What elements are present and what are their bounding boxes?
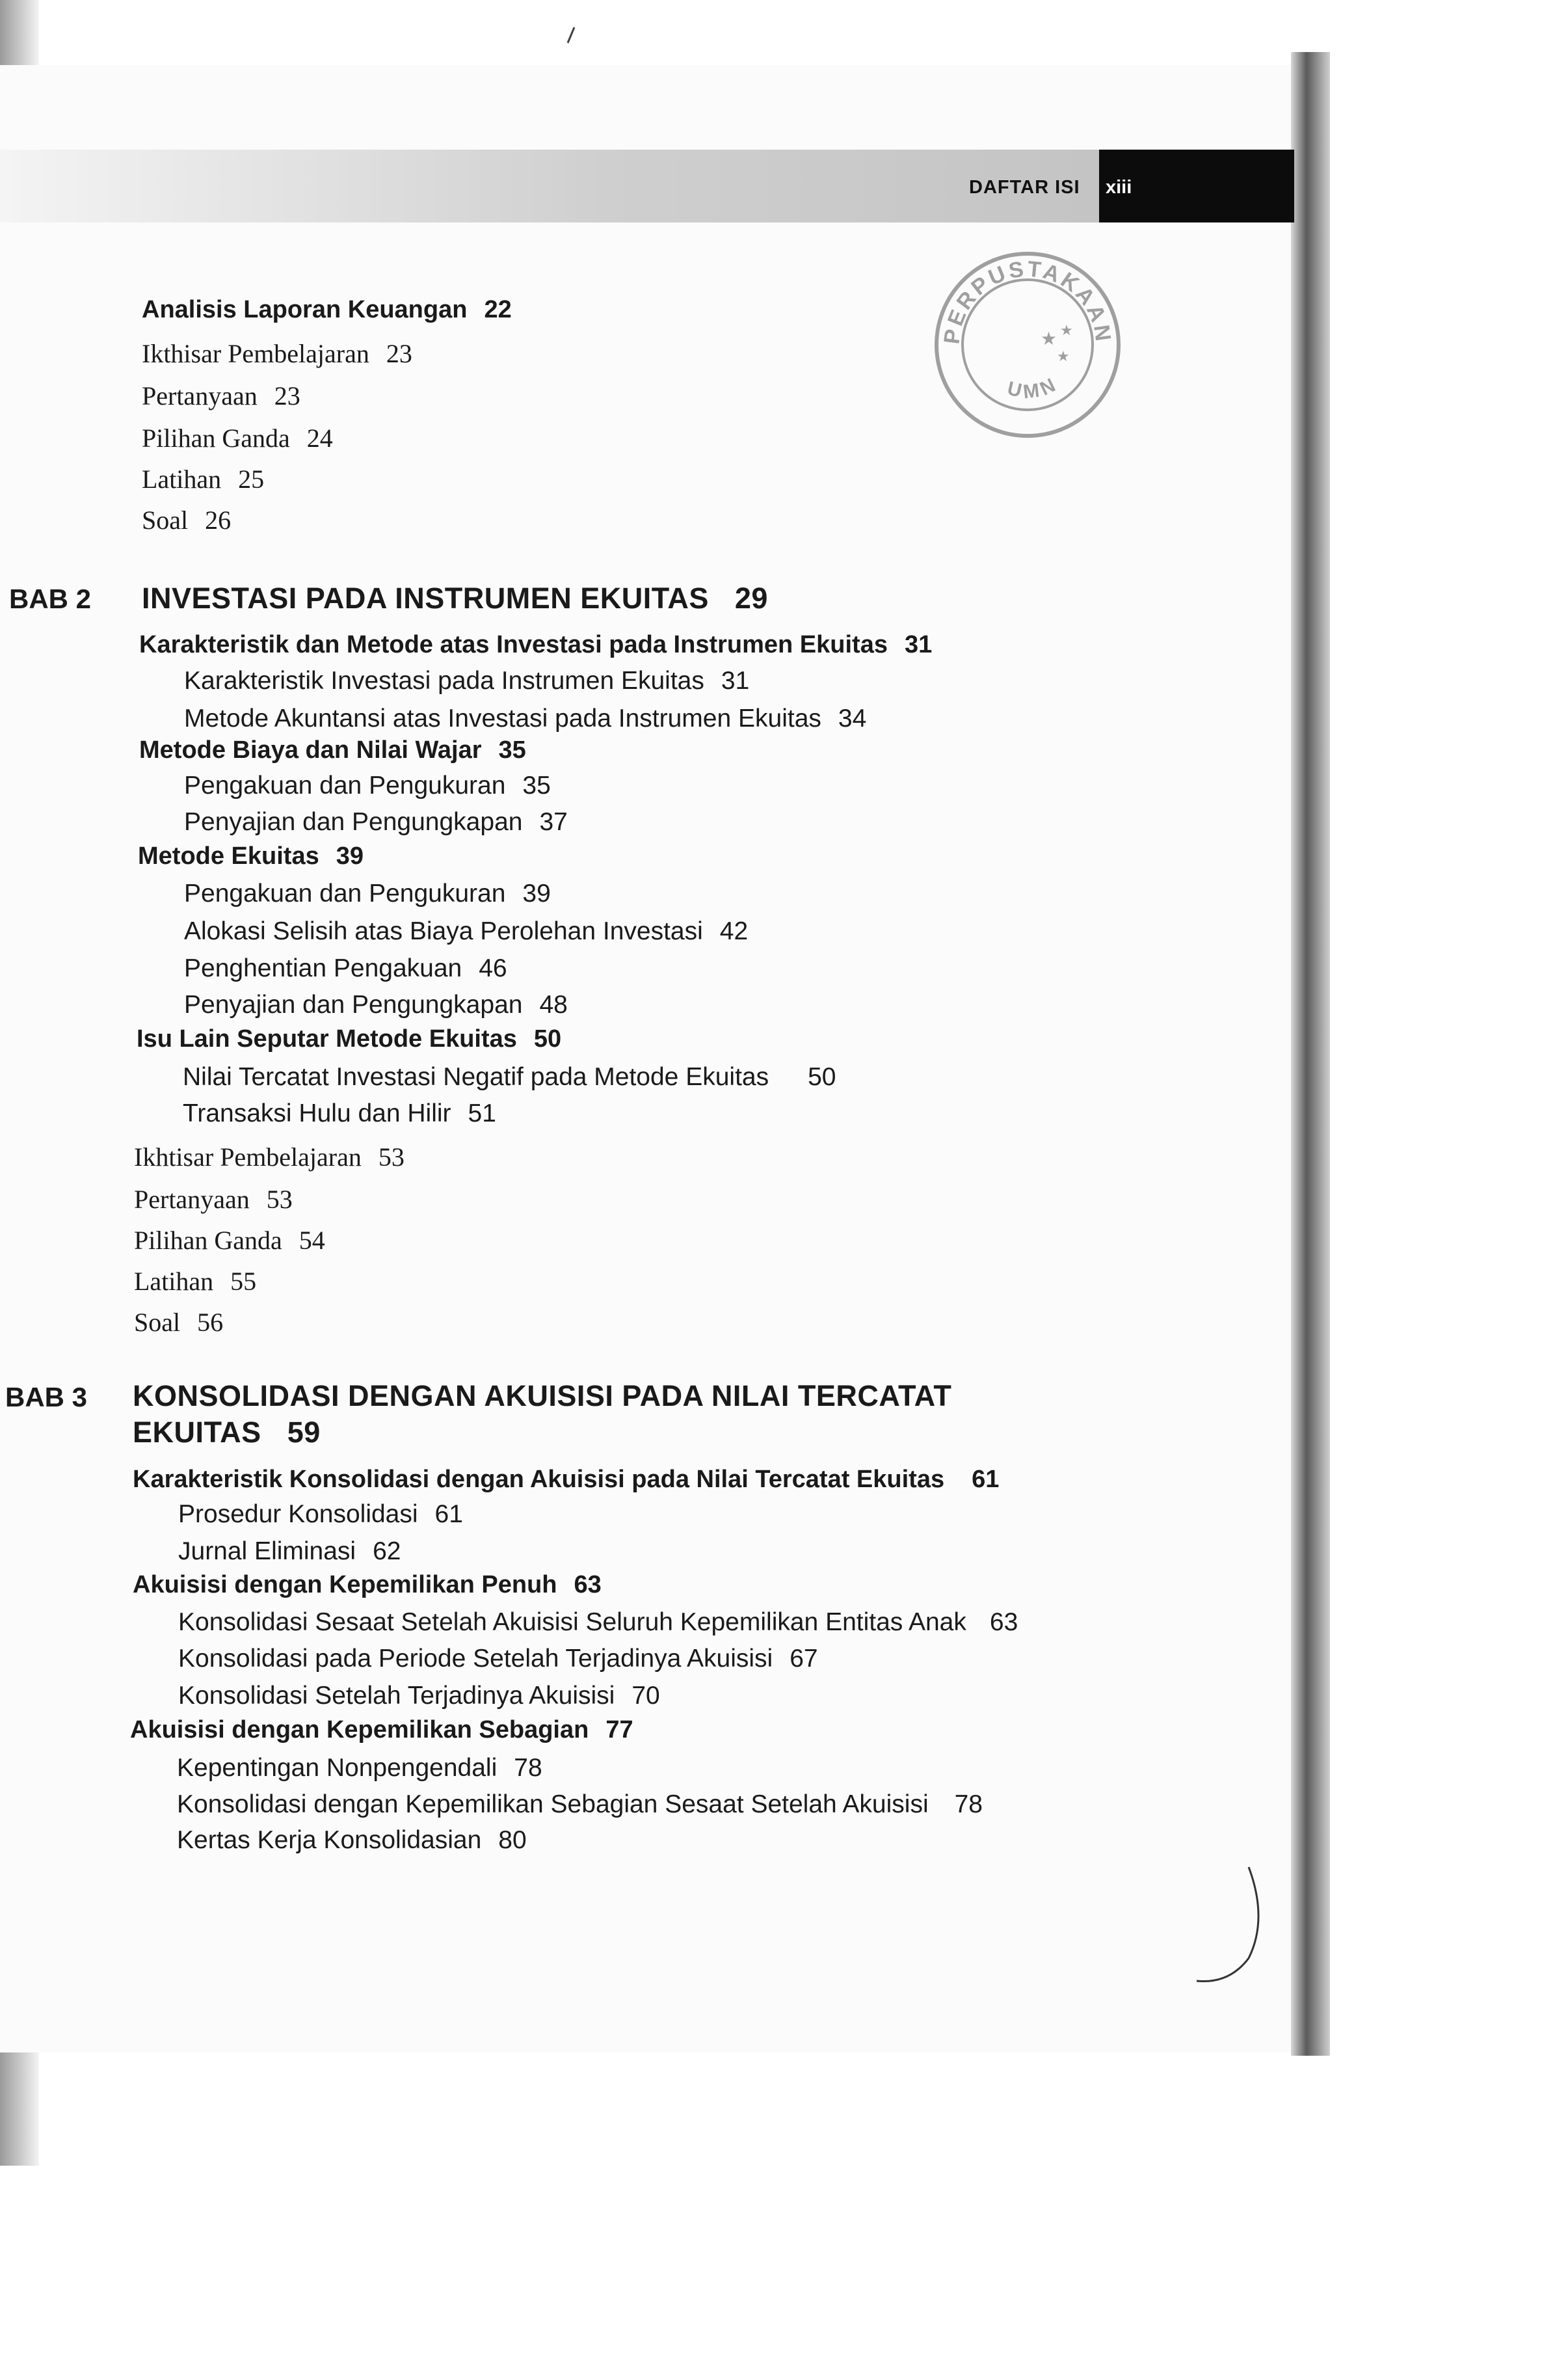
library-stamp <box>930 247 1125 442</box>
toc-entry-page: 54 <box>299 1226 325 1255</box>
toc-entry[interactable] <box>178 1682 660 1710</box>
toc-entry[interactable] <box>133 1466 999 1494</box>
toc-entry-page: 35 <box>498 736 526 764</box>
star-icon: ★ <box>1060 323 1073 339</box>
toc-entry-title: Isu Lain Seputar Metode Ekuitas <box>137 1025 517 1053</box>
toc-entry-title: Konsolidasi pada Periode Setelah Terjadinya Akuisisi <box>178 1645 773 1673</box>
toc-entry-page: 67 <box>790 1645 818 1673</box>
toc-entry-page: 53 <box>378 1142 405 1172</box>
toc-entry-page: 56 <box>197 1308 224 1337</box>
toc-entry[interactable] <box>134 1184 293 1215</box>
toc-entry[interactable] <box>133 1571 602 1599</box>
toc-entry[interactable] <box>184 705 866 733</box>
toc-entry-title: Nilai Tercatat Investasi Negatif pada Metode Ekuitas <box>183 1063 769 1091</box>
toc-entry[interactable] <box>184 667 749 695</box>
toc-entry-page: 25 <box>238 464 265 494</box>
stamp-top-text: PERPUSTAKAAN <box>939 256 1116 346</box>
toc-entry[interactable] <box>142 381 300 411</box>
toc-entry-page: 35 <box>522 772 551 800</box>
chapter-title[interactable] <box>133 1379 951 1413</box>
toc-entry-page: 46 <box>479 954 507 982</box>
toc-entry-title: Kepentingan Nonpengendali <box>177 1754 498 1782</box>
toc-entry-page: 31 <box>904 631 933 658</box>
chapter-title[interactable] <box>142 582 768 615</box>
toc-entry[interactable] <box>139 736 526 764</box>
chapter-title-text: KONSOLIDASI DENGAN AKUISISI PADA NILAI TERCATAT <box>133 1379 952 1412</box>
toc-entry[interactable] <box>183 1099 496 1128</box>
toc-entry-page: 61 <box>434 1500 463 1528</box>
toc-entry-title: Transaksi Hulu dan Hilir <box>183 1099 451 1127</box>
toc-entry-page: 80 <box>498 1826 527 1854</box>
chapter-page: 29 <box>734 582 768 615</box>
toc-entry-page: 62 <box>373 1537 401 1565</box>
crescent-icon <box>998 309 1034 381</box>
toc-entry-page: 24 <box>306 424 333 453</box>
toc-entry[interactable] <box>138 842 364 870</box>
chapter-title-text: EKUITAS <box>133 1416 261 1449</box>
toc-entry-page: 34 <box>838 705 867 733</box>
toc-entry-title: Karakteristik dan Metode atas Investasi pada Instrumen Ekuitas <box>139 631 888 658</box>
pencil-mark <box>1184 2264 1190 2270</box>
toc-entry-title: Karakteristik Konsolidasi dengan Akuisisi pada Nilai Tercatat Ekuitas <box>133 1466 945 1493</box>
toc-entry-title: Metode Ekuitas <box>138 842 319 870</box>
toc-entry-title: Metode Akuntansi atas Investasi pada Instrumen Ekuitas <box>184 705 821 733</box>
toc-entry-page: 53 <box>266 1185 293 1214</box>
toc-entry[interactable] <box>184 880 551 908</box>
chapter-title[interactable] <box>133 1416 321 1449</box>
svg-text:PERPUSTAKAAN <box>939 256 1115 345</box>
toc-entry-title: Latihan <box>134 1267 214 1296</box>
toc-entry-page: 39 <box>336 842 364 870</box>
chapter-label: BAB 3 <box>5 1382 88 1412</box>
toc-entry[interactable] <box>134 1142 405 1172</box>
toc-entry[interactable] <box>142 505 231 535</box>
toc-entry-page: 50 <box>808 1063 836 1091</box>
toc-entry-title: Ikhtisar Pembelajaran <box>134 1142 362 1172</box>
toc-entry[interactable] <box>137 1025 561 1053</box>
toc-entry-title: Penyajian dan Pengungkapan <box>184 808 523 836</box>
toc-entry-title: Penghentian Pengakuan <box>184 954 462 982</box>
toc-entry-page: 63 <box>574 1571 602 1598</box>
toc-entry-page: 48 <box>539 991 568 1019</box>
toc-entry[interactable] <box>184 808 568 837</box>
svg-text:UMN <box>1005 373 1063 403</box>
toc-entry-title: Konsolidasi Sesaat Setelah Akuisisi Seluruh Kepemilikan Entitas Anak <box>178 1608 966 1636</box>
toc-entry-page: 42 <box>719 917 749 945</box>
star-icon: ★ <box>1057 349 1070 365</box>
toc-entry[interactable] <box>178 1645 818 1673</box>
toc-entry-title: Konsolidasi Setelah Terjadinya Akuisisi <box>178 1682 615 1710</box>
toc-entry-page: 55 <box>230 1267 257 1296</box>
running-header-band <box>0 150 1099 222</box>
toc-entry-title: Metode Biaya dan Nilai Wajar <box>139 736 482 764</box>
toc-entry[interactable] <box>184 991 568 1019</box>
toc-entry-page: 51 <box>468 1099 496 1127</box>
chapter-title-text: INVESTASI PADA INSTRUMEN EKUITAS <box>142 582 709 615</box>
toc-entry[interactable] <box>177 1754 542 1783</box>
toc-entry-title: Ikthisar Pembelajaran <box>142 339 369 368</box>
toc-entry-title: Pilihan Ganda <box>142 424 290 453</box>
page-number: xiii <box>1106 177 1132 198</box>
toc-entry[interactable] <box>184 954 507 983</box>
toc-entry-title: Prosedur Konsolidasi <box>178 1500 418 1528</box>
toc-entry[interactable] <box>178 1608 1018 1637</box>
toc-entry[interactable] <box>183 1063 836 1092</box>
toc-entry[interactable] <box>142 296 512 324</box>
toc-entry[interactable] <box>142 423 333 453</box>
toc-entry-page: 22 <box>484 296 512 323</box>
toc-entry[interactable] <box>184 772 551 800</box>
toc-entry-page: 63 <box>989 1608 1018 1636</box>
toc-entry-title: Pertanyaan <box>134 1185 250 1214</box>
toc-entry[interactable] <box>178 1537 401 1566</box>
toc-entry[interactable] <box>177 1826 527 1855</box>
pencil-mark <box>565 26 578 46</box>
toc-entry-page: 61 <box>972 1466 1000 1493</box>
toc-entry-page: 78 <box>514 1754 542 1782</box>
page-edge <box>1291 52 1330 2056</box>
toc-entry-title: Karakteristik Investasi pada Instrumen Ekuitas <box>184 667 704 695</box>
toc-entry-title: Analisis Laporan Keuangan <box>142 296 468 323</box>
toc-entry-title: Pengakuan dan Pengukuran <box>184 880 506 908</box>
chapter-label: BAB 2 <box>9 584 92 614</box>
toc-entry-title: Penyajian dan Pengungkapan <box>184 991 523 1019</box>
toc-entry[interactable] <box>134 1225 325 1256</box>
toc-entry-page: 78 <box>954 1790 983 1818</box>
toc-entry-title: Jurnal Eliminasi <box>178 1537 356 1565</box>
toc-entry[interactable] <box>139 631 932 659</box>
pencil-mark <box>1190 1861 1268 1991</box>
toc-entry[interactable] <box>134 1307 223 1338</box>
toc-entry[interactable] <box>178 1500 463 1529</box>
toc-entry[interactable] <box>130 1716 633 1744</box>
toc-entry-page: 23 <box>386 339 412 368</box>
toc-entry-title: Konsolidasi dengan Kepemilikan Sebagian Sesaat Setelah Akuisisi <box>177 1790 929 1818</box>
toc-entry-title: Akuisisi dengan Kepemilikan Sebagian <box>130 1716 589 1743</box>
toc-entry[interactable] <box>184 917 748 946</box>
toc-entry[interactable] <box>134 1266 256 1297</box>
toc-entry-title: Kertas Kerja Konsolidasian <box>177 1826 482 1854</box>
toc-entry-title: Latihan <box>142 464 222 494</box>
toc-entry-title: Soal <box>134 1308 181 1337</box>
chapter-page: 59 <box>287 1416 321 1449</box>
toc-entry-title: Pertanyaan <box>142 381 258 410</box>
toc-entry-page: 31 <box>721 667 750 695</box>
toc-entry[interactable] <box>142 338 412 369</box>
toc-entry-title: Akuisisi dengan Kepemilikan Penuh <box>133 1571 557 1598</box>
pencil-mark <box>1145 2264 1151 2270</box>
toc-entry-page: 39 <box>522 880 551 908</box>
pencil-mark <box>1197 2264 1249 2368</box>
running-header-title: DAFTAR ISI <box>969 177 1080 198</box>
toc-entry-page: 23 <box>274 381 300 410</box>
toc-entry-page: 37 <box>539 808 568 836</box>
toc-entry[interactable] <box>177 1790 983 1819</box>
toc-entry-title: Soal <box>142 505 189 535</box>
star-icon: ★ <box>1041 328 1057 349</box>
toc-entry-page: 26 <box>205 505 232 535</box>
toc-entry-page: 50 <box>533 1025 562 1053</box>
stamp-bottom-text: UMN <box>1005 372 1063 403</box>
toc-entry[interactable] <box>142 464 264 494</box>
toc-entry-title: Pengakuan dan Pengukuran <box>184 772 506 800</box>
toc-entry-title: Pilihan Ganda <box>134 1226 282 1255</box>
toc-entry-page: 77 <box>605 1716 633 1743</box>
toc-entry-page: 70 <box>631 1682 660 1710</box>
toc-entry-title: Alokasi Selisih atas Biaya Perolehan Investasi <box>184 917 703 945</box>
